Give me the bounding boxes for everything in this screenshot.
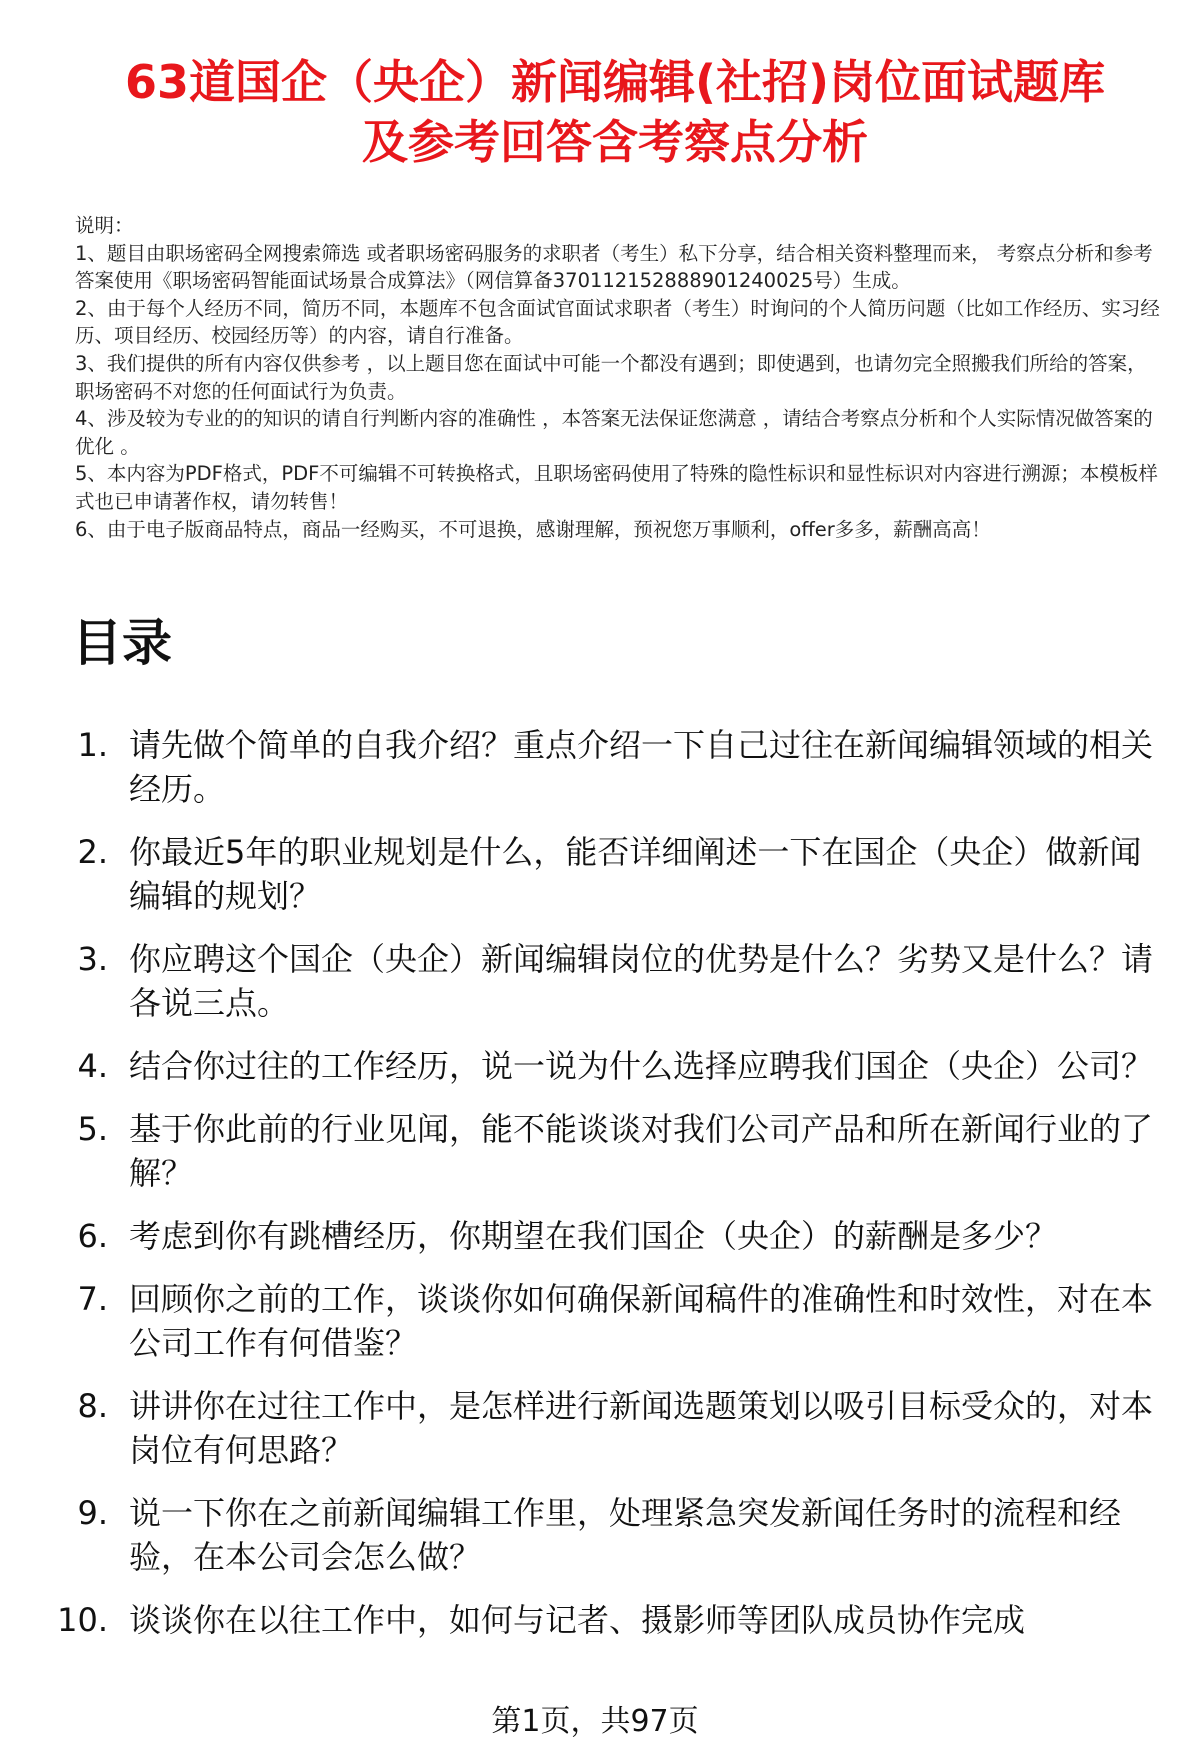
instruction-item: 4、涉及较为专业的的知识的请自行判断内容的准确性 ，本答案无法保证您满意 ，请结合考察点分析和个人实际情况做答案的优化 。 [75, 407, 1153, 458]
toc-item[interactable] [0, 723, 1190, 811]
toc-item-text: 谈谈你在以往工作中，如何与记者、摄影师等团队成员协作完成 [129, 1601, 1026, 1639]
toc-item-number: 10. [57, 1601, 108, 1639]
toc-item-text: 讲讲你在过往工作中，是怎样进行新闻选题策划以吸引目标受众的，对本岗位有何思路？ [129, 1387, 1154, 1469]
instruction-item: 3、我们提供的所有内容仅供参考 ，以上题目您在面试中可能一个都没有遇到；即使遇到，也请勿完全照搬我们所给的答案，职场密码不对您的任何面试行为负责。 [75, 351, 1147, 403]
instructions-block [75, 212, 1165, 543]
toc-item[interactable] [0, 1107, 1190, 1195]
toc-item[interactable] [0, 937, 1190, 1025]
toc-item-text: 考虑到你有跳槽经历，你期望在我们国企（央企）的薪酬是多少？ [129, 1217, 1058, 1255]
toc-item-number: 3. [77, 940, 108, 978]
toc-item-number: 8. [77, 1387, 108, 1425]
instructions-heading: 说明： [75, 214, 134, 237]
toc-item-text: 基于你此前的行业见闻，能不能谈谈对我们公司产品和所在新闻行业的了解？ [129, 1110, 1154, 1192]
title-line-1: 63道国企（央企）新闻编辑(社招)岗位面试题库 [124, 55, 1106, 109]
toc-item-text: 你最近5年的职业规划是什么，能否详细阐述一下在国企（央企）做新闻编辑的规划？ [129, 833, 1142, 915]
toc-item[interactable] [0, 1491, 1190, 1579]
instruction-item: 1、题目由职场密码全网搜索筛选 或者职场密码服务的求职者（考生）私下分享，结合相关资料整理而来， 考察点分析和参考答案使用《职场密码智能面试场景合成算法》（网信算备370112152888901240025号）生成。 [75, 241, 1153, 293]
toc-heading: 目录 [72, 614, 172, 672]
toc-item-text: 请先做个简单的自我介绍？重点介绍一下自己过往在新闻编辑领域的相关经历。 [129, 726, 1154, 808]
toc-item-number: 2. [77, 833, 108, 871]
toc-item-text: 回顾你之前的工作，谈谈你如何确保新闻稿件的准确性和时效性，对在本公司工作有何借鉴？ [129, 1280, 1154, 1362]
document-title [60, 52, 1170, 172]
toc-item-number: 4. [77, 1047, 108, 1085]
toc-list [0, 723, 1190, 1661]
toc-item-text: 说一下你在之前新闻编辑工作里，处理紧急突发新闻任务时的流程和经验，在本公司会怎么做？ [129, 1494, 1122, 1576]
toc-item[interactable] [0, 830, 1190, 918]
toc-item-text: 结合你过往的工作经历，说一说为什么选择应聘我们国企（央企）公司？ [129, 1047, 1154, 1085]
toc-item-text: 你应聘这个国企（央企）新闻编辑岗位的优势是什么？劣势又是什么？请各说三点。 [129, 940, 1154, 1022]
toc-item[interactable] [0, 1277, 1190, 1365]
toc-item-number: 1. [77, 726, 108, 764]
toc-item-number: 7. [77, 1280, 108, 1318]
toc-item-number: 6. [77, 1217, 108, 1255]
title-line-2: 及参考回答含考察点分析 [362, 115, 868, 169]
instruction-item: 5、本内容为PDF格式，PDF不可编辑不可转换格式，且职场密码使用了特殊的隐性标识和显性标识对内容进行溯源；本模板样式也已申请著作权，请勿转售！ [75, 462, 1158, 513]
instruction-item: 6、由于电子版商品特点，商品一经购买，不可退换，感谢理解，预祝您万事顺利，offer多多，薪酬高高！ [75, 517, 991, 541]
toc-item[interactable] [0, 1044, 1190, 1088]
instruction-item: 2、由于每个人经历不同，简历不同，本题库不包含面试官面试求职者（考生）时询问的个人简历问题（比如工作经历、实习经历、项目经历、校园经历等）的内容，请自行准备。 [75, 296, 1160, 348]
toc-item-number: 9. [77, 1494, 108, 1532]
toc-item[interactable] [0, 1598, 1190, 1642]
toc-item[interactable] [0, 1214, 1190, 1258]
toc-item[interactable] [0, 1384, 1190, 1472]
toc-item-number: 5. [77, 1110, 108, 1148]
page-number: 第1页，共97页 [491, 1704, 699, 1739]
